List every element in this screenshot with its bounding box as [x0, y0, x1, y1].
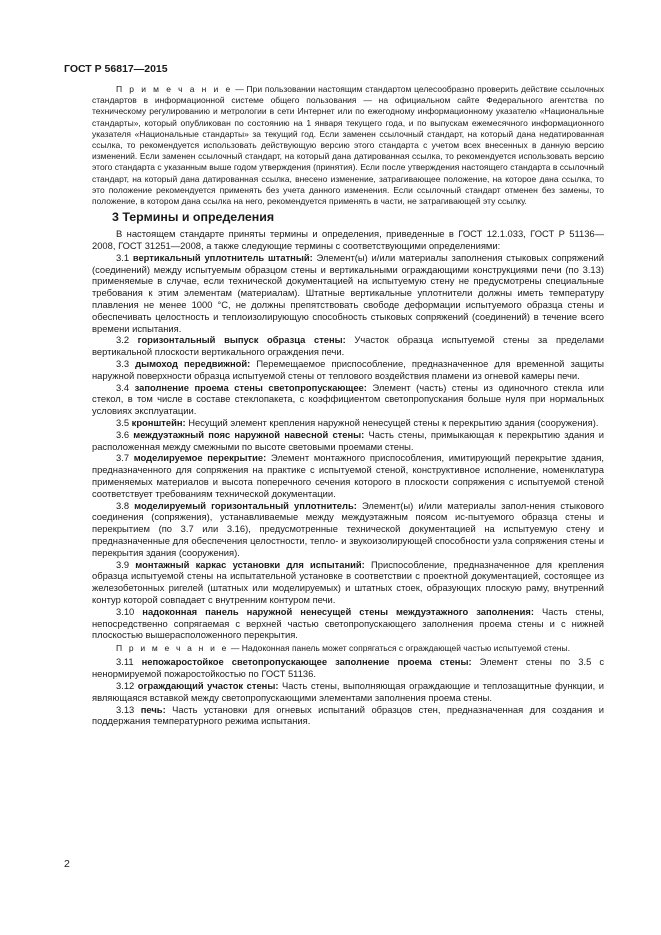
term-definition: Часть стены, примыкающая к перекрытию здания и расположенная между смежными по высоте световыми проемами стены. [92, 428, 604, 452]
term-number: 3.7 [116, 452, 134, 464]
term-definition: Элемент(ы) и/или материалы запол-нения стыкового соединения (сопряжения), устанавливаемые между междуэтажным поясом ис-пытуемого образца стены и перекрытием (по 3.7 или 3.16), предусмотренные технической документацией на испытуемую стену и предназначенные для обеспечения целостности, тепло- и звукоизолирующей способности узла сопряжения стены и перекрытия здания (сооружения). [92, 499, 604, 558]
term-3-1 [92, 252, 604, 335]
term-definition: Элемент(ы) и/или материалы заполнения стыковых сопряжений (соединений) между испытуемым образцом стены и вертикальными ограждающими конструкциями печи (по 3.13) применяемые в случае, если технической документацией на испытуемую стену не предусмотрены специальные требования к этим элементам (материалам). Штатные вертикальные уплотнители должны иметь температуру плавления не менее 1000 °С, не должны препятствовать свободе деформации испытуемого образца стены и обеспечивать целостность и теплоизолирующую способность стыковых сопряжений (соединений) в течение всего времени испытания. [92, 251, 604, 334]
term-definition: Приспособление, предназначенное для крепления образца испытуемой стены на испытательной установке в соответствии с проектной документацией, состоящее из железобетонных ригелей (штатных или моделируемых) и штатных стоек, образующих плоскую раму, внутренний контур которой совпадает с внутренним контуром печи. [92, 558, 605, 605]
term-3-5 [92, 417, 604, 429]
term-name: междуэтажный пояс наружной навесной стены: [133, 428, 365, 440]
note-text: — При пользовании настоящим стандартом целесообразно проверить действие ссылочных стандартов в информационной системе общего пользования — на официальном сайте Федерального агентства по техническому регулированию и метрологии в сети Интернет или по ежегодному информационному указателю «Национальные стандарты», который опубликован по состоянию на 1 января текущего года, и по выпускам ежемесячного информационного указателя «Национальные стандарты» за текущий год. Если заменен ссылочный стандарт, на который дана недатированная ссылка, то рекомендуется использовать действующую версию этого стандарта с учетом всех внесенных в данную версию изменений. Если заменен ссылочный стандарт, на который дана датированная ссылка, то рекомендуется использовать версию этого стандарта с указанным выше годом утверждения (принятия). Если после утверждения настоящего стандарта в ссылочный стандарт, на который дана датированная ссылка, внесено изменение, затрагивающее положение, на которое дана ссылка, то это положение рекомендуется применять без учета данного изменения. Если ссылочный стандарт отменен без замены, то положение, в котором дана ссылка на него, рекомендуется применять в части, не затрагивающей эту ссылку. [92, 84, 604, 207]
term-number: 3.3 [116, 358, 136, 369]
reference-note [92, 84, 604, 207]
term-definition: Перемещаемое приспособление, предназначенное для временной защиты наружной поверхности образца испытуемой стены от теплового воздействия пламени из огневой камеры печи. [92, 358, 604, 381]
term-3-10 [92, 606, 604, 641]
term-name: горизонтальный выпуск образца стены: [137, 334, 346, 346]
term-3-13 [92, 704, 604, 728]
term-definition: Элемент (часть) стены из одиночного стекла или стекол, в том числе в составе стеклопакета, с коэффициентом светопропускания больше нуля при нормальных условиях эксплуатации. [92, 381, 605, 417]
term-name: печь: [140, 703, 166, 715]
term-number: 3.9 [116, 558, 136, 570]
term-number: 3.2 [116, 334, 138, 346]
term-name: моделируемый горизонтальный уплотнитель: [134, 499, 357, 511]
term-3-8 [92, 500, 604, 559]
term-3-7 [92, 452, 604, 499]
term-definition: Часть стены, выполняющая ограждающие и теплозащитные функции, и являющаяся вставкой между светопропускающими элементами заполнения проема стены. [92, 679, 604, 703]
term-name: дымоход передвижной: [135, 358, 251, 369]
term-definition: Элемент монтажного приспособления, имитирующий перекрытие здания, предназначенного для сопряжения на практике с испытуемой стеной, конструктивное исполнение, номенклатура применяемых материалов и высота поперечного сечения которого в плоскости сопряжения с испытуемой стеной соответствует требованиям технической документации. [92, 452, 605, 499]
term-number: 3.12 [116, 679, 138, 691]
note-label: П р и м е ч а н и е [116, 643, 229, 654]
section-title: 3 Термины и определения [112, 210, 275, 225]
term-name: моделируемое перекрытие: [133, 452, 267, 464]
term-name: монтажный каркас установки для испытаний: [135, 558, 365, 570]
term-definition: Участок образца испытуемой стены за пределами вертикальной плоскости вертикального ограждения печи. [92, 334, 605, 358]
term-name: вертикальный уплотнитель штатный: [132, 251, 313, 263]
term-number: 3.1 [116, 251, 133, 263]
term-number: 3.13 [116, 703, 141, 715]
term-definition: Несущий элемент крепления наружной ненесущей стены к перекрытию здания (сооружения). [185, 416, 599, 428]
term-3-3 [92, 358, 604, 382]
term-3-12 [92, 680, 604, 704]
page-number: 2 [64, 858, 70, 870]
section-intro: В настоящем стандарте приняты термины и определения, приведенные в ГОСТ 12.1.033, ГОСТ Р 51136—2008, ГОСТ 31251—2008, а также следующие термины с соответствующими определениями: [92, 228, 604, 252]
term-definition: Элемент стены по 3.5 с ненормируемой пожаростойкостью по ГОСТ 51136. [92, 656, 605, 680]
term-3-4 [92, 382, 604, 417]
panel-note [92, 643, 604, 654]
term-name: надоконная панель наружной ненесущей стены междуэтажного заполнения: [142, 605, 534, 617]
term-number: 3.10 [116, 605, 143, 617]
term-name: непожаростойкое светопропускающее заполнение проема стены: [141, 656, 472, 668]
term-3-2 [92, 334, 604, 358]
term-3-6 [92, 429, 604, 453]
term-definition: Часть стены, непосредственно сопрягаемая с верхней частью светопропускающего заполнения проема стены и с нижней плоскостью вышерасположенного перекрытия. [92, 605, 604, 641]
term-number: 3.5 [116, 416, 132, 428]
term-number: 3.6 [116, 428, 134, 440]
term-3-11 [92, 656, 604, 680]
standard-header: ГОСТ Р 56817—2015 [64, 63, 168, 75]
term-name: кронштейн: [131, 416, 186, 428]
term-number: 3.4 [116, 381, 135, 393]
term-definition: Часть установки для огневых испытаний образцов стен, предназначенная для создания и поддержания температурного режима испытания. [92, 703, 604, 727]
term-name: ограждающий участок стены: [137, 679, 279, 691]
term-3-9 [92, 559, 604, 606]
note-text: — Надоконная панель может сопрягаться с ограждающей частью испытуемой стены. [228, 643, 570, 654]
term-number: 3.8 [116, 499, 135, 511]
term-number: 3.11 [116, 656, 142, 668]
document-body [92, 84, 604, 727]
term-name: заполнение проема стены светопропускающее: [134, 381, 367, 393]
note-label: П р и м е ч а н и е [116, 84, 233, 94]
